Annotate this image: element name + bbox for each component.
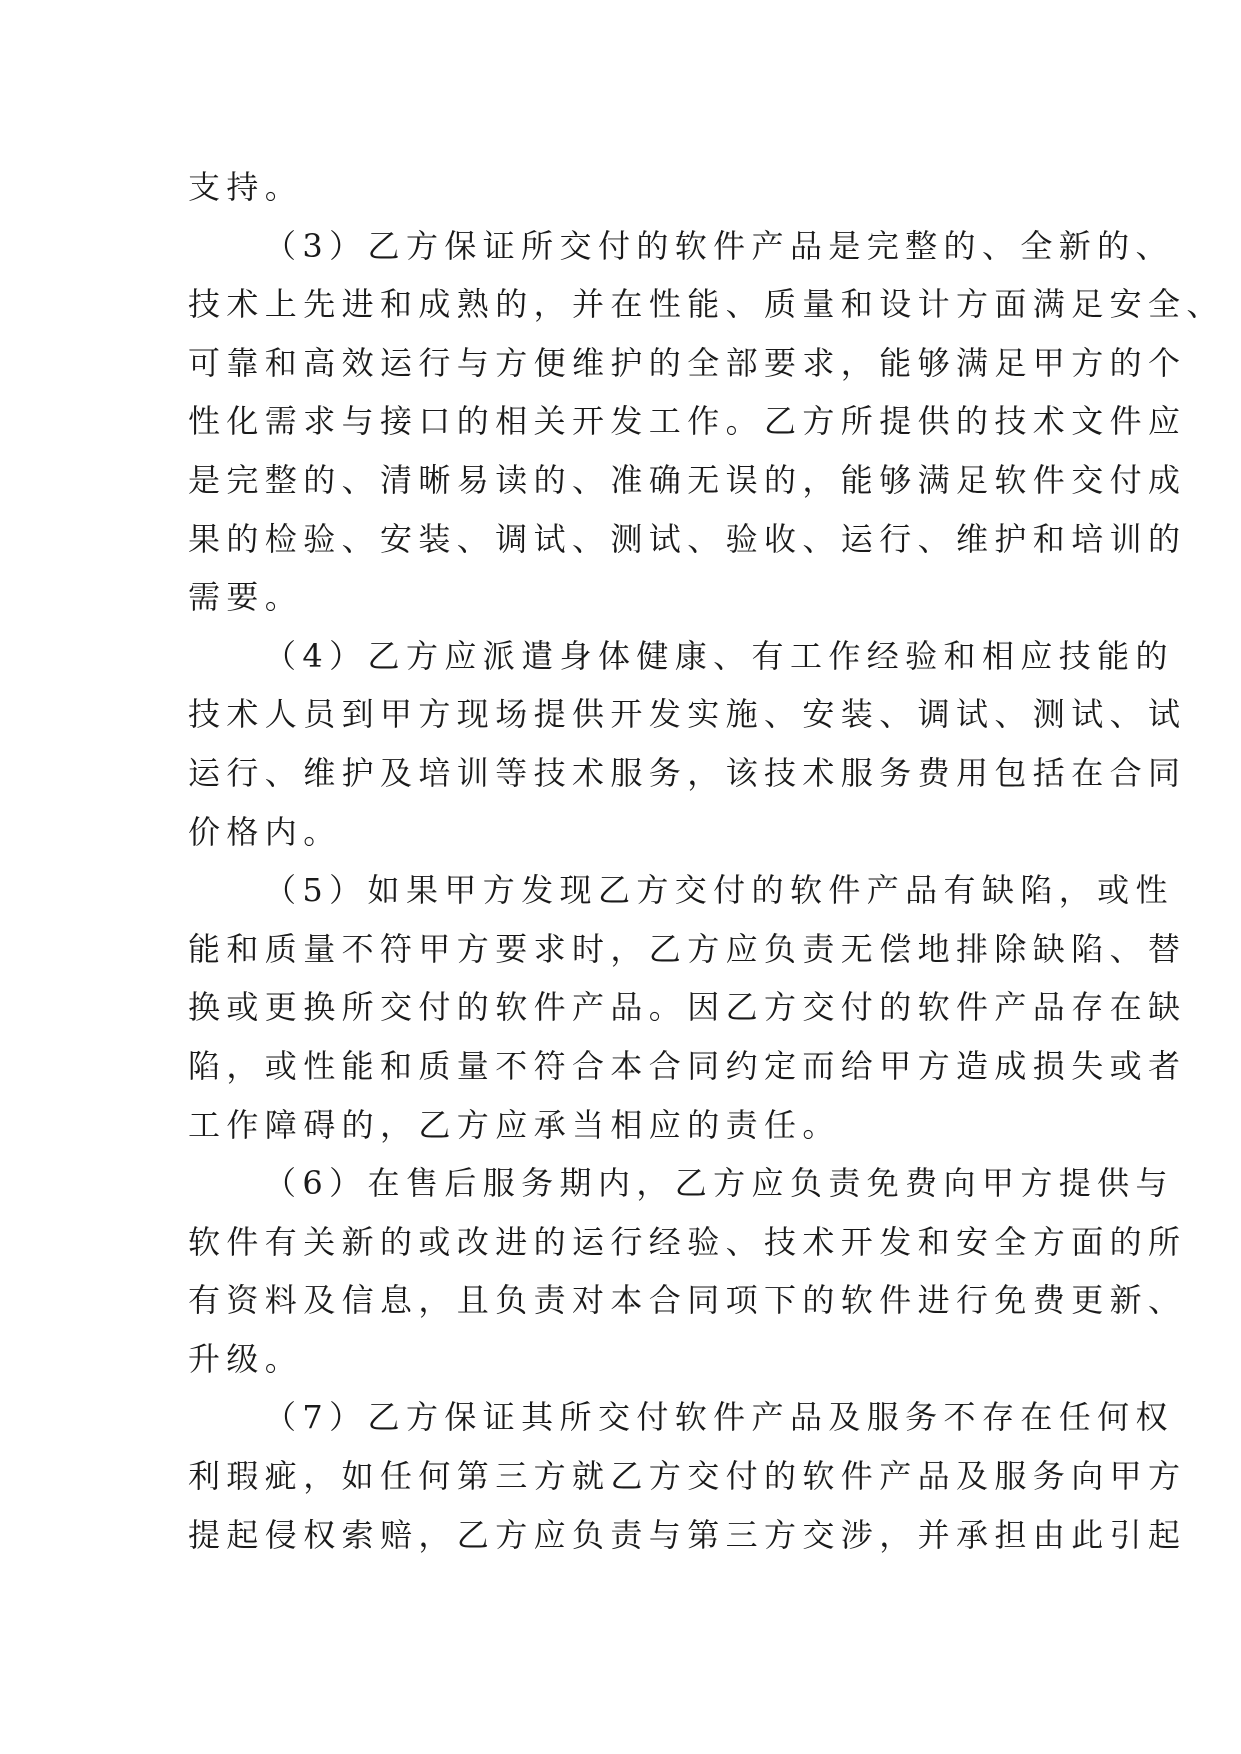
text-line: 运行、维护及培训等技术服务，该技术服务费用包括在合同 xyxy=(188,753,1187,792)
paragraph-7-start: （7）乙方保证其所交付软件产品及服务不存在任何权 xyxy=(264,1398,1174,1437)
text-line: 升级。 xyxy=(188,1339,304,1378)
paragraph-4-start: （4）乙方应派遣身体健康、有工作经验和相应技能的 xyxy=(264,636,1174,675)
text-line: 软件有关新的或改进的运行经验、技术开发和安全方面的所 xyxy=(188,1222,1187,1261)
paragraph-6-start: （6）在售后服务期内，乙方应负责免费向甲方提供与 xyxy=(264,1164,1174,1203)
text-line: 支持。 xyxy=(188,168,304,206)
text-line: 价格内。 xyxy=(188,812,342,851)
text-line: 有资料及信息，且负责对本合同项下的软件进行免费更新、 xyxy=(188,1281,1187,1320)
text-line: 果的检验、安装、调试、测试、验收、运行、维护和培训的 xyxy=(188,519,1187,558)
text-line: 需要。 xyxy=(188,578,304,617)
document-body xyxy=(188,158,1225,1564)
text-line: 技术上先进和成熟的，并在性能、质量和设计方面满足安全、 xyxy=(188,285,1225,324)
paragraph-3-start: （3）乙方保证所交付的软件产品是完整的、全新的、 xyxy=(264,226,1174,265)
text-line: 可靠和高效运行与方便维护的全部要求，能够满足甲方的个 xyxy=(188,343,1187,382)
text-line: 技术人员到甲方现场提供开发实施、安装、调试、测试、试 xyxy=(188,695,1187,734)
paragraph-5-start: （5）如果甲方发现乙方交付的软件产品有缺陷，或性 xyxy=(264,871,1174,910)
text-line: 利瑕疵，如任何第三方就乙方交付的软件产品及服务向甲方 xyxy=(188,1457,1187,1496)
text-line: 提起侵权索赔，乙方应负责与第三方交涉，并承担由此引起 xyxy=(188,1515,1187,1554)
text-line: 能和质量不符甲方要求时，乙方应负责无偿地排除缺陷、替 xyxy=(188,929,1187,968)
text-line: 换或更换所交付的软件产品。因乙方交付的软件产品存在缺 xyxy=(188,988,1187,1027)
text-line: 陷，或性能和质量不符合本合同约定而给甲方造成损失或者 xyxy=(188,1046,1187,1085)
text-line: 性化需求与接口的相关开发工作。乙方所提供的技术文件应 xyxy=(188,402,1187,441)
text-line: 是完整的、清晰易读的、准确无误的，能够满足软件交付成 xyxy=(188,460,1187,499)
text-line: 工作障碍的，乙方应承当相应的责任。 xyxy=(188,1105,841,1144)
